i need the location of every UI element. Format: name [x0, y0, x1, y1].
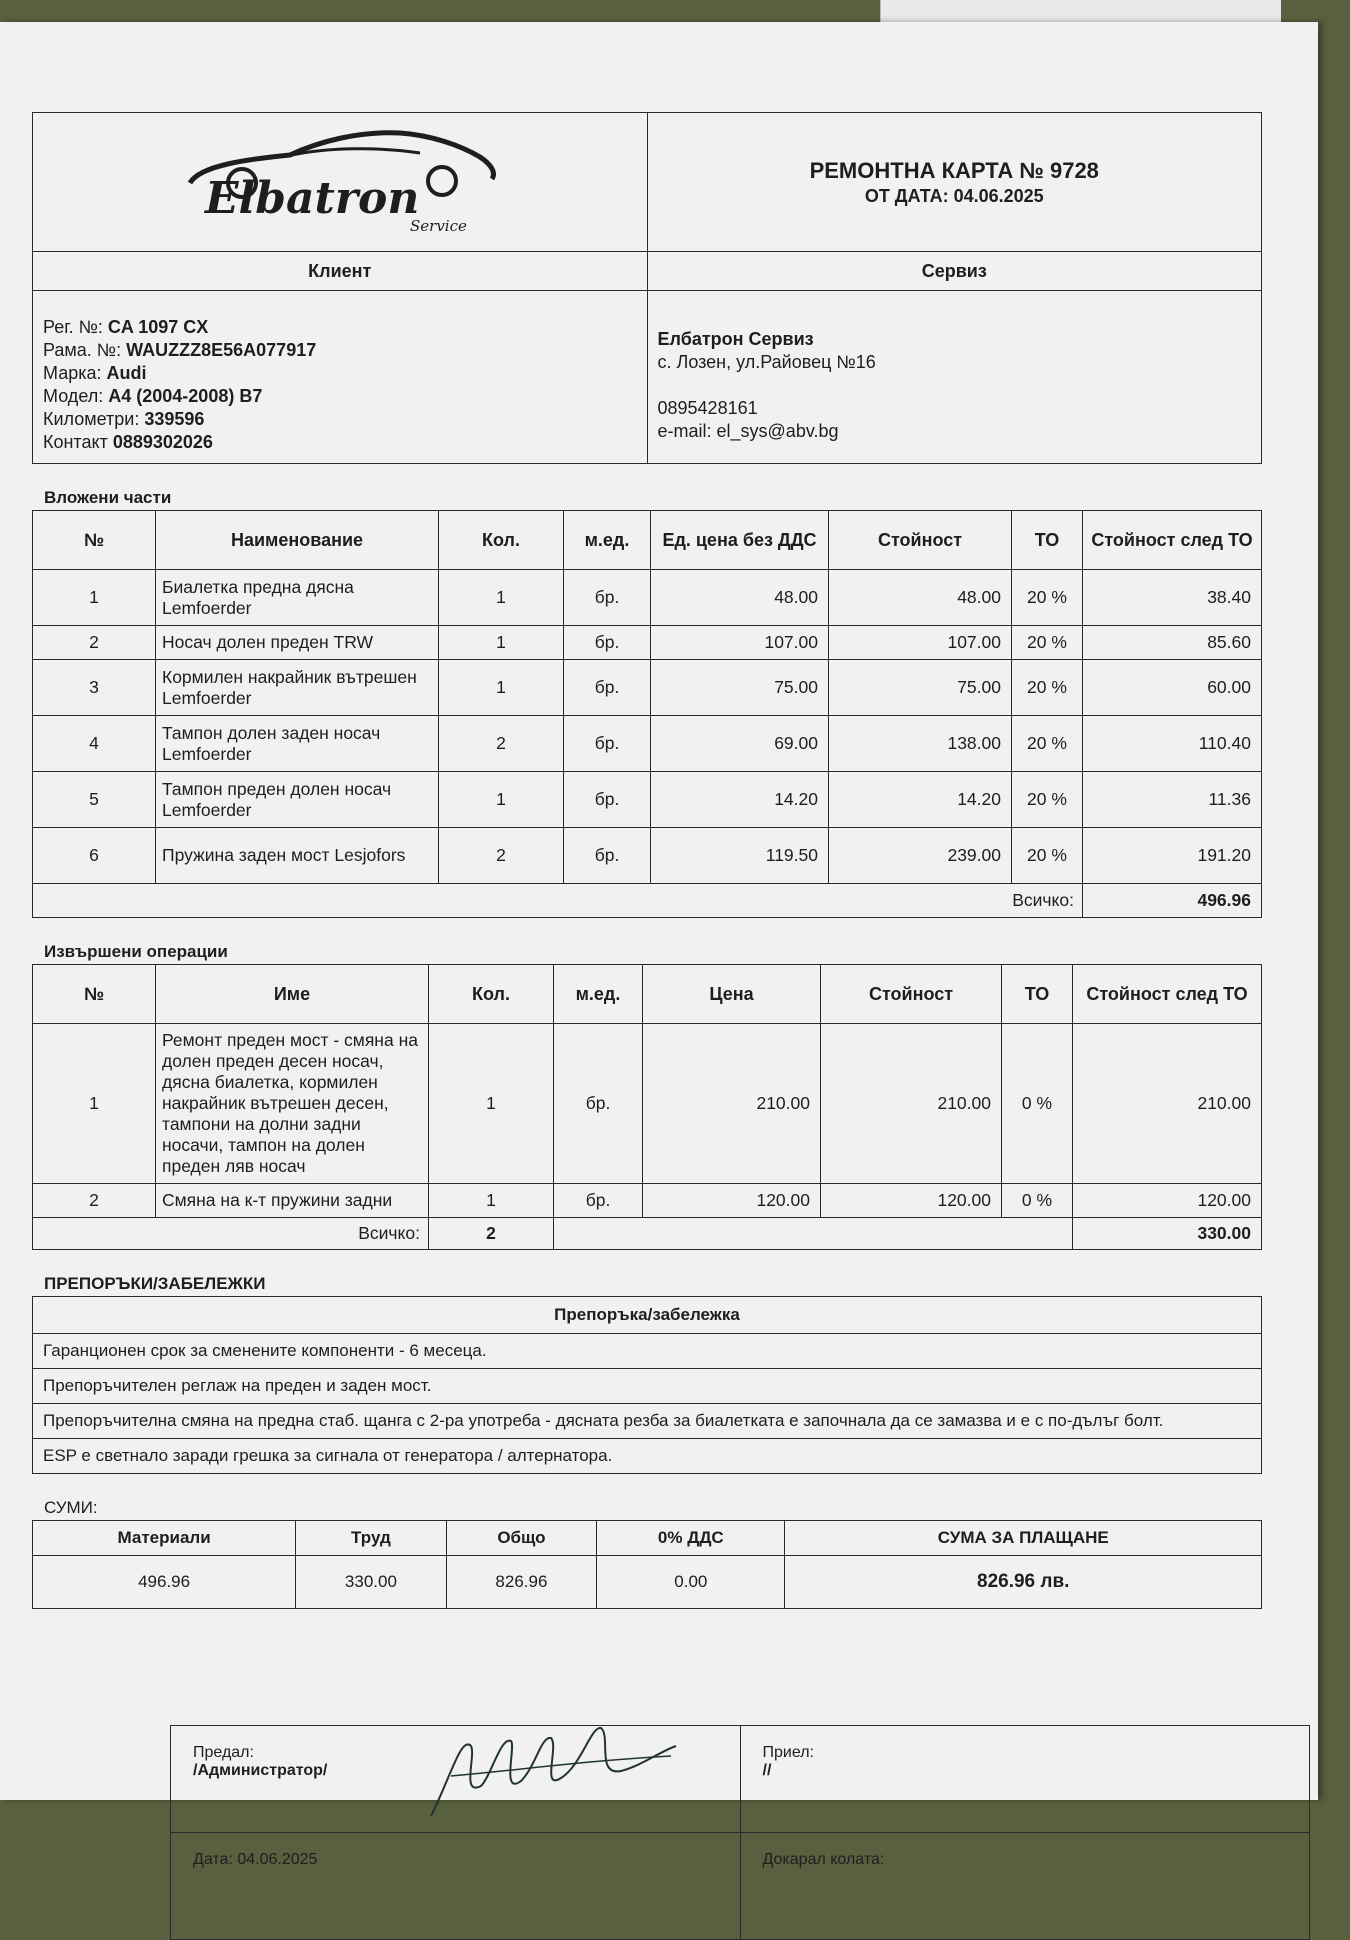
col-header: Наименование: [156, 511, 439, 570]
logo-text: Elbatron: [204, 172, 420, 224]
reg-number: CA 1097 CX: [107, 317, 209, 337]
sum-labor: 330.00: [296, 1556, 447, 1609]
notes-header: Препоръка/забележка: [33, 1297, 1262, 1334]
sum-total: 826.96: [446, 1556, 597, 1609]
col-header: Стойност след ТО: [1073, 965, 1262, 1024]
service-info: [647, 291, 1262, 464]
col-header: м.ед.: [554, 965, 643, 1024]
received-label: Приел:: [762, 1744, 814, 1761]
client-info: [33, 291, 648, 464]
table-row: 4 Тампон долен заден носач Lemfoerder 2 бр. 69.00 138.00 20 % 110.40: [33, 716, 1262, 772]
col-header: ТО: [1012, 511, 1083, 570]
notes-title: ПРЕПОРЪКИ/ЗАБЕЛЕЖКИ: [44, 1274, 266, 1293]
delivered-cell: [740, 1833, 1310, 1940]
sum-payable: 826.96 лв.: [785, 1556, 1262, 1609]
sum-header-labor: Труд: [296, 1521, 447, 1556]
service-heading: Сервиз: [647, 252, 1262, 291]
frame-line: Рама. №: WAUZZZ8E56A077917: [43, 340, 317, 360]
received-value: //: [762, 1762, 772, 1779]
sum-vat: 0.00: [597, 1556, 785, 1609]
card-date: ОТ ДАТА: 04.06.2025: [864, 185, 1044, 206]
col-header: Кол.: [429, 965, 554, 1024]
logo-subtext: Service: [409, 216, 467, 235]
contact-line: Контакт 0889302026: [43, 432, 213, 452]
service-address: с. Лозен, ул.Райовец №16: [657, 351, 876, 372]
sums-table: [32, 1520, 1262, 1609]
col-header: №: [33, 965, 156, 1024]
date-cell: [171, 1833, 741, 1940]
sums-title: СУМИ:: [44, 1498, 98, 1517]
table-row: 2 Носач долен преден TRW 1 бр. 107.00 107.00 20 % 85.60: [33, 626, 1262, 660]
signature-table: [170, 1725, 1310, 1940]
col-header: Ед. цена без ДДС: [651, 511, 829, 570]
table-row: 6 Пружина заден мост Lesjofors 2 бр. 119.50 239.00 20 % 191.20: [33, 828, 1262, 884]
model: A4 (2004-2008) B7: [108, 386, 263, 406]
table-row: 3 Кормилен накрайник вътрешен Lemfoerder 1 бр. 75.00 75.00 20 % 60.00: [33, 660, 1262, 716]
handed-label: Предал:: [193, 1744, 254, 1761]
model-line: Модел: A4 (2004-2008) B7: [43, 386, 263, 406]
repair-card: [32, 112, 1262, 1609]
operations-total-row: [33, 1218, 1262, 1250]
col-header: ТО: [1002, 965, 1073, 1024]
car-logo-icon: [180, 125, 500, 235]
delivered-label: Докарал колата:: [762, 1851, 885, 1868]
sum-header-materials: Материали: [33, 1521, 296, 1556]
operations-header-row: [33, 965, 1262, 1024]
parts-title: Вложени части: [44, 488, 172, 507]
handed-role: /Администратор/: [193, 1762, 328, 1779]
sum-header-payable: СУМА ЗА ПЛАЩАНЕ: [785, 1521, 1262, 1556]
sum-materials: 496.96: [33, 1556, 296, 1609]
operations-total: 330.00: [1073, 1218, 1262, 1250]
title-block: [647, 113, 1262, 252]
parts-total-label: Всичко:: [33, 884, 1083, 918]
col-header: Име: [156, 965, 429, 1024]
parts-header-row: [33, 511, 1262, 570]
km-line: Километри: 339596: [43, 409, 205, 429]
received-cell: [740, 1726, 1310, 1833]
note-item: Гаранционен срок за сменените компоненти - 6 месеца.: [33, 1334, 1262, 1369]
col-header: Кол.: [439, 511, 564, 570]
signature-icon: [421, 1716, 681, 1826]
col-header: м.ед.: [564, 511, 651, 570]
repair-card-paper: [0, 22, 1318, 1868]
card-title: РЕМОНТНА КАРТА № 9728: [809, 157, 1099, 183]
contact: 0889302026: [112, 432, 213, 452]
note-item: Препоръчителна смяна на предна стаб. щанга с 2-ра употреба - дясната резба за биалетката е започнала да се замазва и е с по-дълъг болт.: [33, 1404, 1262, 1439]
note-item: Препоръчителен реглаж на преден и заден мост.: [33, 1369, 1262, 1404]
parts-total-row: [33, 884, 1262, 918]
operations-total-label: Всичко:: [33, 1218, 429, 1250]
kilometers: 339596: [144, 409, 205, 429]
col-header: Стойност: [829, 511, 1012, 570]
logo: [33, 113, 648, 252]
table-row: 2 Смяна на к-т пружини задни 1 бр. 120.00 120.00 0 % 120.00: [33, 1184, 1262, 1218]
table-row: 5 Тампон преден долен носач Lemfoerder 1 бр. 14.20 14.20 20 % 11.36: [33, 772, 1262, 828]
table-row: 1 Ремонт преден мост - смяна на долен преден десен носач, дясна биалетка, кормилен накрайник вътрешен десен, тампони на долни задни носачи, тампон на долен преден ляв носач 1 бр. 210.00 210.00 0 % 210.00: [33, 1024, 1262, 1184]
operations-table: [32, 964, 1262, 1250]
parts-total: 496.96: [1083, 884, 1262, 918]
col-header: №: [33, 511, 156, 570]
service-name: Елбатрон Сервиз: [657, 328, 814, 349]
reg-line: Рег. №: CA 1097 CX: [43, 317, 209, 337]
table-row: 1 Биалетка предна дясна Lemfoerder 1 бр. 48.00 48.00 20 % 38.40: [33, 570, 1262, 626]
spacer: [658, 374, 1254, 397]
header-table: [32, 112, 1262, 464]
parts-table: [32, 510, 1262, 918]
note-item: ESP е светнало заради грешка за сигнала от генератора / алтернатора.: [33, 1439, 1262, 1474]
operations-title: Извършени операции: [44, 942, 228, 961]
make-line: Марка: Audi: [43, 363, 147, 383]
operations-total-qty: 2: [429, 1218, 554, 1250]
handed-cell: [171, 1726, 741, 1833]
frame-number: WAUZZZ8E56A077917: [126, 340, 317, 360]
sum-header-vat: 0% ДДС: [597, 1521, 785, 1556]
service-phone: 0895428161: [657, 397, 758, 418]
make: Audi: [106, 363, 147, 383]
col-header: Цена: [643, 965, 821, 1024]
service-email: e-mail: el_sys@abv.bg: [657, 420, 839, 441]
empty-cell: [554, 1218, 1073, 1250]
sum-header-total: Общо: [446, 1521, 597, 1556]
col-header: Стойност: [821, 965, 1002, 1024]
col-header: Стойност след ТО: [1083, 511, 1262, 570]
notes-table: [32, 1296, 1262, 1474]
signature-date: Дата: 04.06.2025: [193, 1851, 318, 1868]
client-heading: Клиент: [33, 252, 648, 291]
